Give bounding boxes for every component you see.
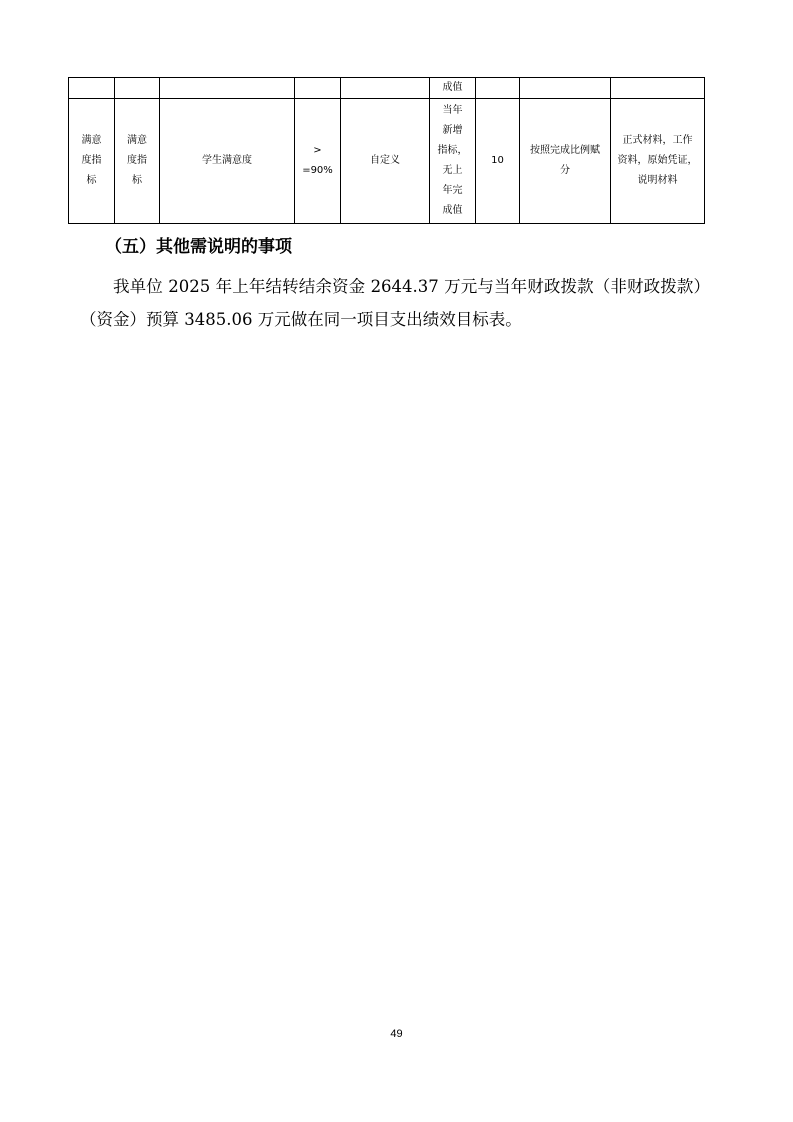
- operator-value-cell: > =90%: [295, 99, 341, 224]
- body-paragraph: 我单位 2025 年上年结转结余资金 2644.37 万元与当年财政拨款（非财政拨款）（资金）预算 3485.06 万元做在同一项目支出绩效目标表。: [80, 277, 710, 329]
- table-cell: [520, 78, 611, 99]
- scoring-method-cell: 按照完成比例赋 分: [520, 99, 611, 224]
- performance-indicator-table: [68, 77, 705, 224]
- basis-cell: 当年 新增 指标， 无上 年完 成值: [430, 99, 476, 224]
- indicator-type-cell: 自定义: [341, 99, 430, 224]
- table-cell: [295, 78, 341, 99]
- evidence-cell: 正式材料，工作 资料，原始凭证， 说明材料: [611, 99, 705, 224]
- table-row: [69, 78, 705, 99]
- section-heading: （五）其他需说明的事项: [105, 237, 292, 257]
- indicator-name-cell: 学生满意度: [160, 99, 295, 224]
- table-cell: [115, 78, 160, 99]
- level1-indicator-cell: 满意 度指 标: [69, 99, 115, 224]
- level2-indicator-cell: 满意 度指 标: [115, 99, 160, 224]
- weight-cell: 10: [476, 99, 520, 224]
- table-cell: [160, 78, 295, 99]
- table-cell: [476, 78, 520, 99]
- table-cell: [69, 78, 115, 99]
- table-row: [69, 99, 705, 224]
- table-cell: [611, 78, 705, 99]
- table-cell: 成值: [430, 78, 476, 99]
- page-number: 49: [390, 1028, 403, 1040]
- table-cell: [341, 78, 430, 99]
